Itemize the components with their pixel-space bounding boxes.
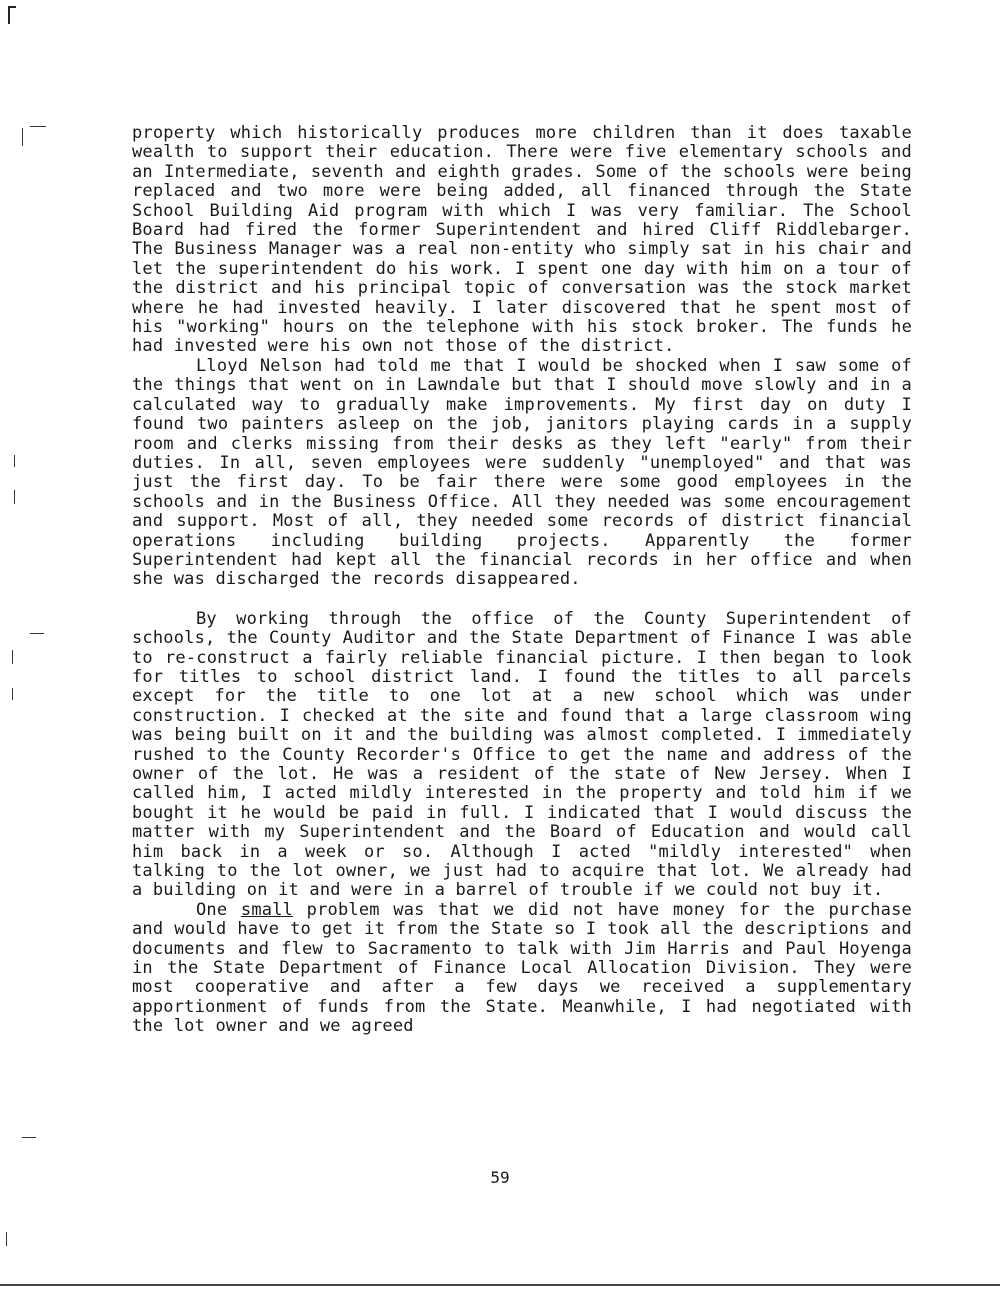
scan-corner-mark [8, 6, 10, 24]
paragraph-2: Lloyd Nelson had told me that I would be shocked when I saw some of the things that went on in Lawndale but that I should move slowly and in a calculated way to gradually make improvements. My first day on duty I found two painters asleep on the job, janitors playing cards in a supply room and clerks missing from their desks as they left "early" from their duties. In all, seven employees were suddenly "unemployed" and that was just the first day. To be fair there were some good employees in the schools and in the Business Office. All they needed was some encouragement and support. Most of all, they needed some records of district financial operations including building projects. Apparently the former Superintendent had kept all the financial records in her office and when she was discharged the records disappeared. [132, 355, 912, 590]
scan-margin-mark [12, 688, 13, 700]
scan-margin-mark [14, 455, 15, 467]
scan-margin-mark [30, 126, 46, 127]
paragraph-3: By working through the office of the County Superintendent of schools, the County Auditor and the State Department of Finance I was able to re-construct a fairly reliable financial picture. I then began to look for titles to school district land. I found the titles to all parcels except for the title to one lot at a new school which was under construction. I checked at the site and found that a large classroom wing was being built on it and the building was almost completed. I immediately rushed to the County Recorder's Office to get the name and address of the owner of the lot. He was a resident of the state of New Jersey. When I called him, I acted mildly interested in the property and told him if we bought it he would be paid in full. I indicated that I would discuss the matter with my Superintendent and the Board of Education and would call him back in a week or so. Although I acted "mildly interested" when talking to the lot owner, we just had to acquire that lot. We already had a building on it and were in a barrel of trouble if we could not buy it. [132, 608, 912, 901]
scan-margin-mark [30, 633, 44, 634]
scan-margin-mark [22, 128, 23, 146]
scan-margin-mark [12, 650, 13, 664]
body-text [132, 124, 912, 1037]
paragraph-4 [132, 901, 912, 1037]
scan-bottom-edge [0, 1284, 1000, 1286]
page-number: 59 [490, 1168, 510, 1187]
scan-margin-mark [6, 1232, 7, 1246]
paragraph-4-rest: problem was that we did not have money for the purchase and would have to get it from the State so I took all the descriptions and documents and flew to Sacramento to talk with Jim Harris and Paul Hoyenga in the State Department of Finance Local Allocation Division. They were most cooperative and after a few days we received a supplementary apportionment of funds from the State. Meanwhile, I had negotiated with the lot owner and we agreed [132, 899, 912, 1037]
paragraph-4-start: One [196, 899, 241, 920]
underlined-word: small [240, 899, 294, 920]
paragraph-1: property which historically produces more children than it does taxable wealth to support their education. There were five elementary schools and an Intermediate, seventh and eighth grades. Some of the schools were being replaced and two more were being added, all financed through the State School Building Aid program with which I was very familiar. The School Board had fired the former Superintendent and hired Cliff Riddlebarger. The Business Manager was a real non-entity who simply sat in his chair and let the superintendent do his work. I spent one day with him on a tour of the district and his principal topic of conversation was the stock market where he had invested heavily. I later discovered that he spent most of his "working" hours on the telephone with his stock broker. The funds he had invested were his own not those of the district. [132, 123, 912, 357]
scan-margin-mark [22, 1137, 36, 1138]
scan-margin-mark [14, 490, 15, 504]
